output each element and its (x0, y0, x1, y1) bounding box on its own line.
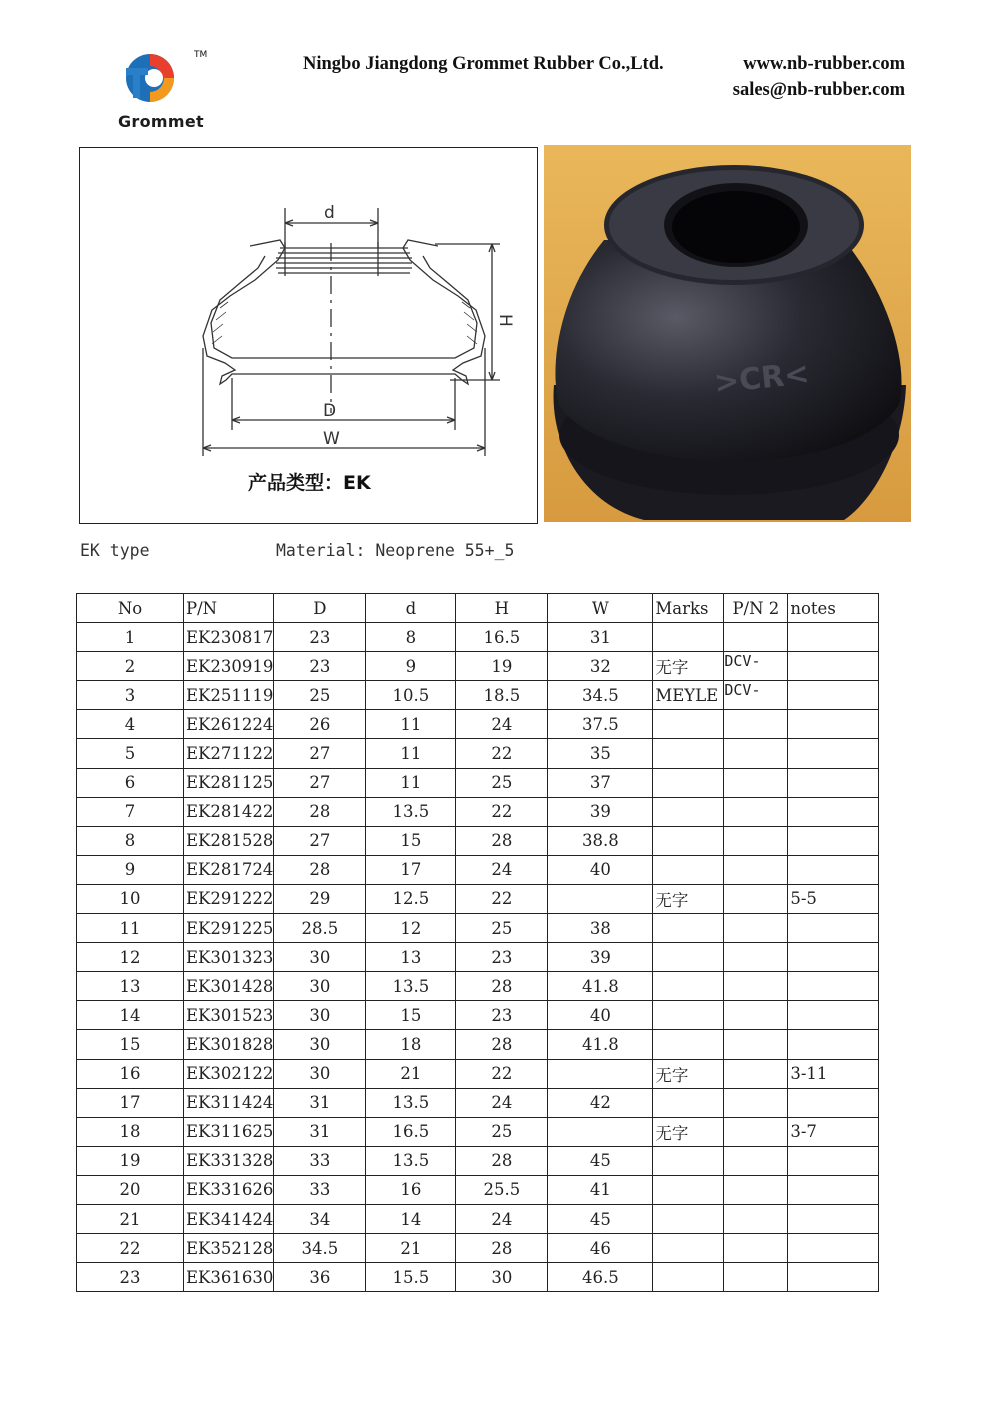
cell-no: 12 (77, 943, 184, 972)
cell-notes (788, 1030, 879, 1059)
cell-marks (653, 1263, 724, 1292)
label-W: W (323, 429, 340, 449)
cell-notes: 3-11 (788, 1059, 879, 1088)
cell-pn2 (724, 1204, 788, 1233)
cell-d: 21 (366, 1234, 456, 1263)
cell-D: 30 (274, 943, 366, 972)
cell-W: 41.8 (548, 1030, 653, 1059)
cell-notes (788, 797, 879, 826)
cell-d: 15 (366, 1001, 456, 1030)
cell-D: 30 (274, 1001, 366, 1030)
table-row (77, 826, 879, 855)
cell-W: 38 (548, 914, 653, 943)
cell-pn2: DCV- (724, 681, 788, 710)
cell-d: 21 (366, 1059, 456, 1088)
product-type-caption: 产品类型：EK (248, 472, 371, 494)
cell-pn: EK341424 (184, 1204, 274, 1233)
cell-pn2 (724, 972, 788, 1001)
cell-D: 27 (274, 739, 366, 768)
table-row (77, 1175, 879, 1204)
cell-pn: EK281125 (184, 768, 274, 797)
cell-pn2 (724, 1175, 788, 1204)
table-row (77, 1088, 879, 1117)
cell-marks (653, 1030, 724, 1059)
cell-pn2 (724, 739, 788, 768)
cell-marks (653, 1146, 724, 1175)
cell-marks (653, 1088, 724, 1117)
cell-marks (653, 855, 724, 884)
cell-D: 34 (274, 1204, 366, 1233)
cell-pn2 (724, 884, 788, 913)
cell-H: 23 (456, 1001, 548, 1030)
table-row (77, 914, 879, 943)
cell-H: 28 (456, 1146, 548, 1175)
cell-d: 15 (366, 826, 456, 855)
cell-W: 40 (548, 855, 653, 884)
table-row (77, 1117, 879, 1146)
table-row (77, 797, 879, 826)
table-row (77, 943, 879, 972)
cell-W: 32 (548, 652, 653, 681)
cell-W (548, 1117, 653, 1146)
cell-d: 16 (366, 1175, 456, 1204)
cell-W: 46.5 (548, 1263, 653, 1292)
cell-W: 35 (548, 739, 653, 768)
cell-no: 6 (77, 768, 184, 797)
cell-W: 37 (548, 768, 653, 797)
cell-pn2 (724, 710, 788, 739)
cell-marks (653, 1234, 724, 1263)
cell-pn2 (724, 943, 788, 972)
cell-no: 15 (77, 1030, 184, 1059)
cell-d: 9 (366, 652, 456, 681)
cell-D: 26 (274, 710, 366, 739)
cell-H: 23 (456, 943, 548, 972)
cell-marks (653, 797, 724, 826)
cell-notes (788, 768, 879, 797)
cell-pn: EK251119 (184, 681, 274, 710)
cell-marks: 无字 (653, 652, 724, 681)
col-d: d (366, 594, 456, 623)
cell-H: 24 (456, 1088, 548, 1117)
table-body (77, 623, 879, 1292)
cell-notes (788, 1204, 879, 1233)
cell-D: 30 (274, 972, 366, 1001)
cell-D: 29 (274, 884, 366, 913)
cell-d: 11 (366, 768, 456, 797)
cell-D: 31 (274, 1117, 366, 1146)
table-row (77, 652, 879, 681)
cell-marks: MEYLE (653, 681, 724, 710)
cell-pn: EK331626 (184, 1175, 274, 1204)
cell-notes (788, 623, 879, 652)
cell-marks (653, 943, 724, 972)
cell-H: 25 (456, 1117, 548, 1146)
cell-pn2 (724, 1001, 788, 1030)
cell-d: 15.5 (366, 1263, 456, 1292)
col-notes: notes (788, 594, 879, 623)
cell-H: 28 (456, 972, 548, 1001)
cell-pn: EK301828 (184, 1030, 274, 1059)
cell-H: 22 (456, 884, 548, 913)
cell-D: 36 (274, 1263, 366, 1292)
cell-D: 28 (274, 797, 366, 826)
col-marks: Marks (653, 594, 724, 623)
cell-pn2 (724, 826, 788, 855)
cell-W (548, 884, 653, 913)
table-row (77, 1001, 879, 1030)
cell-W: 37.5 (548, 710, 653, 739)
cell-no: 17 (77, 1088, 184, 1117)
table-row (77, 768, 879, 797)
cell-pn: EK311424 (184, 1088, 274, 1117)
cell-W: 45 (548, 1146, 653, 1175)
cell-W: 34.5 (548, 681, 653, 710)
cell-pn: EK352128 (184, 1234, 274, 1263)
product-type: EK type (80, 541, 150, 560)
table-row (77, 1263, 879, 1292)
cell-marks: 无字 (653, 884, 724, 913)
website-link[interactable]: www.nb-rubber.com (743, 54, 905, 74)
cell-d: 17 (366, 855, 456, 884)
cell-H: 22 (456, 739, 548, 768)
cell-pn: EK331328 (184, 1146, 274, 1175)
cell-pn: EK301523 (184, 1001, 274, 1030)
cell-pn: EK230919 (184, 652, 274, 681)
cell-d: 12 (366, 914, 456, 943)
cell-H: 28 (456, 1234, 548, 1263)
cell-d: 8 (366, 623, 456, 652)
specification-table (76, 593, 879, 1292)
cell-W: 39 (548, 797, 653, 826)
cell-D: 34.5 (274, 1234, 366, 1263)
cell-notes (788, 1001, 879, 1030)
cell-marks (653, 739, 724, 768)
cell-D: 31 (274, 1088, 366, 1117)
cell-H: 25 (456, 768, 548, 797)
cell-W: 41 (548, 1175, 653, 1204)
cell-H: 28 (456, 1030, 548, 1059)
cell-pn2 (724, 623, 788, 652)
cell-no: 13 (77, 972, 184, 1001)
label-d: d (324, 203, 335, 223)
cell-notes: 3-7 (788, 1117, 879, 1146)
col-pn2: P/N 2 (724, 594, 788, 623)
cell-W: 41.8 (548, 972, 653, 1001)
cell-d: 10.5 (366, 681, 456, 710)
table-row (77, 710, 879, 739)
cell-pn: EK291225 (184, 914, 274, 943)
cell-notes (788, 1175, 879, 1204)
cell-marks (653, 914, 724, 943)
col-pn: P/N (184, 594, 274, 623)
cell-d: 18 (366, 1030, 456, 1059)
cell-pn: EK281422 (184, 797, 274, 826)
cell-pn: EK311625 (184, 1117, 274, 1146)
col-W: W (548, 594, 653, 623)
col-H: H (456, 594, 548, 623)
cell-pn2 (724, 1234, 788, 1263)
cell-D: 23 (274, 623, 366, 652)
cell-notes (788, 972, 879, 1001)
cell-d: 16.5 (366, 1117, 456, 1146)
cell-H: 16.5 (456, 623, 548, 652)
cell-W: 42 (548, 1088, 653, 1117)
table-row (77, 1234, 879, 1263)
cell-d: 13 (366, 943, 456, 972)
cell-pn2 (724, 1146, 788, 1175)
cell-no: 11 (77, 914, 184, 943)
cell-pn: EK230817 (184, 623, 274, 652)
cell-no: 2 (77, 652, 184, 681)
table-row (77, 1059, 879, 1088)
cell-notes (788, 1263, 879, 1292)
cell-d: 13.5 (366, 797, 456, 826)
cell-d: 12.5 (366, 884, 456, 913)
cell-W: 39 (548, 943, 653, 972)
col-D: D (274, 594, 366, 623)
cell-no: 10 (77, 884, 184, 913)
cell-no: 14 (77, 1001, 184, 1030)
cell-notes (788, 1088, 879, 1117)
cell-marks (653, 1001, 724, 1030)
cell-W (548, 1059, 653, 1088)
cell-notes (788, 826, 879, 855)
cell-d: 11 (366, 710, 456, 739)
material-mark: >CR< (712, 356, 811, 401)
cell-d: 13.5 (366, 1146, 456, 1175)
cell-H: 24 (456, 1204, 548, 1233)
cell-marks (653, 972, 724, 1001)
table-row (77, 884, 879, 913)
cell-no: 3 (77, 681, 184, 710)
col-no: No (77, 594, 184, 623)
cell-D: 27 (274, 768, 366, 797)
cell-marks (653, 1175, 724, 1204)
table-row (77, 855, 879, 884)
technical-drawing (79, 147, 538, 524)
cell-marks (653, 768, 724, 797)
cell-D: 23 (274, 652, 366, 681)
cell-notes: 5-5 (788, 884, 879, 913)
cell-pn2 (724, 1088, 788, 1117)
cell-pn2 (724, 914, 788, 943)
rubber-boot-image (544, 145, 911, 522)
cell-no: 9 (77, 855, 184, 884)
cell-pn2 (724, 1263, 788, 1292)
cell-pn: EK261224 (184, 710, 274, 739)
cell-marks: 无字 (653, 1059, 724, 1088)
cell-D: 28 (274, 855, 366, 884)
cell-H: 25.5 (456, 1175, 548, 1204)
cell-D: 27 (274, 826, 366, 855)
cell-d: 14 (366, 1204, 456, 1233)
cell-D: 33 (274, 1146, 366, 1175)
cell-pn: EK361630 (184, 1263, 274, 1292)
cell-D: 28.5 (274, 914, 366, 943)
cell-notes (788, 1146, 879, 1175)
cell-marks (653, 710, 724, 739)
cell-H: 24 (456, 855, 548, 884)
cell-no: 19 (77, 1146, 184, 1175)
company-logo (108, 48, 218, 138)
cell-no: 5 (77, 739, 184, 768)
cell-marks (653, 1204, 724, 1233)
cell-no: 18 (77, 1117, 184, 1146)
table-row (77, 1030, 879, 1059)
cell-pn2 (724, 797, 788, 826)
cell-pn: EK281528 (184, 826, 274, 855)
cell-no: 23 (77, 1263, 184, 1292)
cell-no: 22 (77, 1234, 184, 1263)
cell-W: 45 (548, 1204, 653, 1233)
cell-no: 4 (77, 710, 184, 739)
cell-notes (788, 652, 879, 681)
cell-pn2 (724, 1059, 788, 1088)
cell-pn: EK302122 (184, 1059, 274, 1088)
table-row (77, 681, 879, 710)
cell-D: 30 (274, 1030, 366, 1059)
cell-D: 33 (274, 1175, 366, 1204)
cell-d: 13.5 (366, 972, 456, 1001)
brand-name: Grommet (118, 112, 204, 131)
product-photo (544, 145, 911, 522)
cell-no: 1 (77, 623, 184, 652)
cell-notes (788, 681, 879, 710)
cell-W: 46 (548, 1234, 653, 1263)
table-row (77, 1204, 879, 1233)
material-spec: Material: Neoprene 55+_5 (276, 541, 515, 560)
cell-H: 19 (456, 652, 548, 681)
table-row (77, 972, 879, 1001)
table-row (77, 1146, 879, 1175)
cell-pn: EK301323 (184, 943, 274, 972)
logo-mark-icon (108, 48, 188, 110)
table-header-row (77, 594, 879, 623)
cell-notes (788, 855, 879, 884)
cell-W: 31 (548, 623, 653, 652)
cell-d: 11 (366, 739, 456, 768)
cell-notes (788, 710, 879, 739)
cell-W: 38.8 (548, 826, 653, 855)
table-row (77, 623, 879, 652)
cell-notes (788, 1234, 879, 1263)
cell-pn: EK271122 (184, 739, 274, 768)
cell-H: 22 (456, 797, 548, 826)
table-row (77, 739, 879, 768)
cell-pn2 (724, 1117, 788, 1146)
cell-pn2 (724, 768, 788, 797)
cell-H: 25 (456, 914, 548, 943)
cell-pn: EK301428 (184, 972, 274, 1001)
cell-H: 18.5 (456, 681, 548, 710)
cell-notes (788, 943, 879, 972)
cell-pn2: DCV- (724, 652, 788, 681)
email-link[interactable]: sales@nb-rubber.com (732, 80, 905, 100)
cell-marks (653, 623, 724, 652)
label-D: D (323, 401, 337, 421)
cell-notes (788, 739, 879, 768)
cell-D: 30 (274, 1059, 366, 1088)
trademark: TM (194, 50, 208, 60)
cell-marks: 无字 (653, 1117, 724, 1146)
cell-pn: EK291222 (184, 884, 274, 913)
cell-H: 22 (456, 1059, 548, 1088)
cell-no: 20 (77, 1175, 184, 1204)
cell-pn2 (724, 1030, 788, 1059)
cell-D: 25 (274, 681, 366, 710)
cell-H: 24 (456, 710, 548, 739)
label-H: H (495, 314, 515, 327)
cell-d: 13.5 (366, 1088, 456, 1117)
cell-no: 16 (77, 1059, 184, 1088)
cell-notes (788, 914, 879, 943)
company-name: Ningbo Jiangdong Grommet Rubber Co.,Ltd. (303, 54, 664, 74)
cell-no: 8 (77, 826, 184, 855)
cell-pn2 (724, 855, 788, 884)
cell-H: 30 (456, 1263, 548, 1292)
cell-pn: EK281724 (184, 855, 274, 884)
cell-H: 28 (456, 826, 548, 855)
cell-no: 21 (77, 1204, 184, 1233)
cell-marks (653, 826, 724, 855)
cell-no: 7 (77, 797, 184, 826)
cell-W: 40 (548, 1001, 653, 1030)
